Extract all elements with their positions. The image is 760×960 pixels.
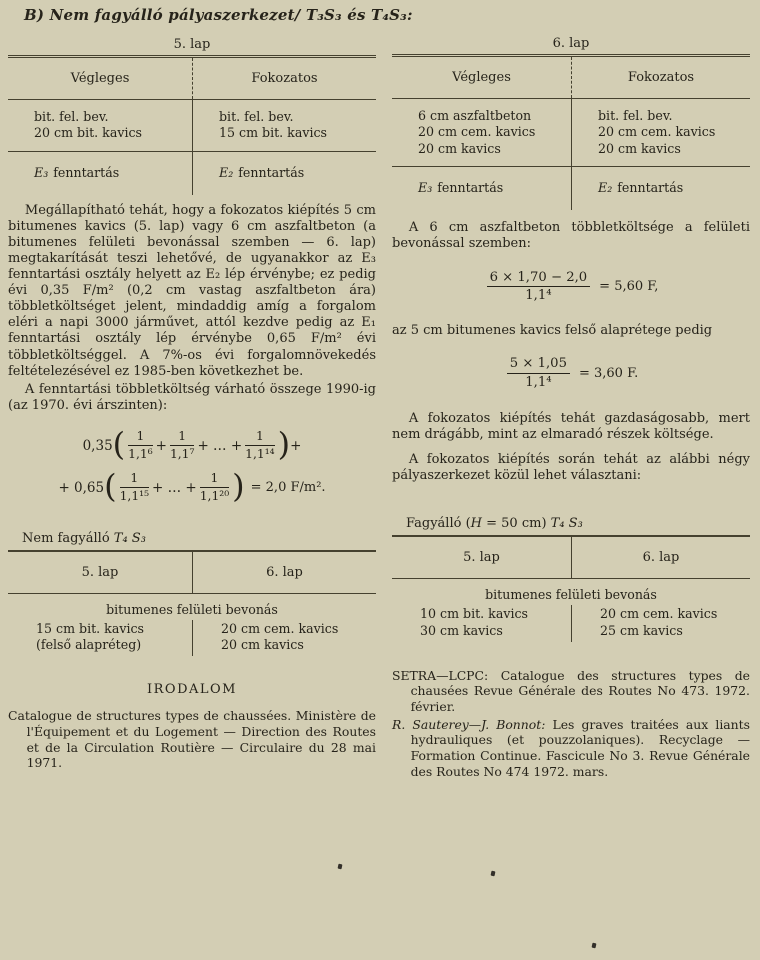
fraction: $\frac{1}{\text{1,1⁶}}$	[128, 429, 153, 462]
table-6lap-maintenance-row	[392, 167, 750, 210]
ellipsis-operator: + … +	[152, 479, 197, 496]
close-paren: )	[277, 424, 291, 463]
paragraph-analysis: Megállapítható tehát, hogy a fokozatos kiépítés 5 cm bitumenes kavics (5. lap) vagy 6 cm aszfaltbeton (a bitumenes felületi bevonással szemben — 6. lap) megtakarítását teszi lehetővé, de ugyanakkor az E₃ fenntartási osztály helyett az E₂ lép érvénybe; ez pedig évi 0,35 F/m² (0,2 cm vastag aszfaltbeton ára) többletköltséget jelent, mindaddig amíg a forgalom eléri a napi 3000 járművet, attól kezdve pedig az E₁ fenntartási osztály lép érvénybe 0,65 F/m² évi többletköltséggel. A 7%-os évi forgalomnövekedés feltételezésével ez 1985-ben következhet be.	[8, 203, 376, 379]
paragraph-cost-intro: A fenntartási többletköltség várható összege 1990-ig (az 1970. évi árszinten):	[8, 381, 376, 413]
fraction: $\frac{1}{\text{1,1⁷}}$	[169, 429, 195, 462]
table-6lap-structure-row	[392, 99, 750, 167]
table-nonfrost-header-row	[8, 550, 376, 594]
references-block	[392, 668, 750, 779]
fraction: $\frac{6 \times 1,70 - 2,0}{\text{1,1⁴}}$	[487, 270, 591, 305]
gradual-structure-cell	[192, 100, 376, 151]
column-header-gradual: Fokozatos	[192, 58, 376, 99]
table-5lap-caption: 5. lap	[173, 37, 211, 52]
table-5lap-structure-row	[8, 100, 376, 152]
open-paren: (	[104, 466, 117, 505]
fraction: $\frac{1}{\text{1,1¹⁵}}$	[119, 471, 150, 504]
plus-operator: +	[290, 437, 302, 454]
table-frost	[392, 535, 750, 642]
paragraph-choices: A fokozatos kiépítés során tehát az alábbi négy pályaszerkezet közül lehet választani:	[392, 452, 750, 484]
layer-line: bit. fel. bev.	[219, 109, 294, 124]
table-5lap-maintenance-row	[8, 152, 376, 195]
structure-cell-5lap	[392, 605, 571, 642]
maintenance-class-cell	[8, 152, 192, 195]
table-frost-header-row	[392, 535, 750, 579]
column-header-final: Végleges	[452, 70, 511, 85]
layer-line: 20 cm kavics	[418, 140, 501, 156]
final-structure-cell	[392, 99, 571, 166]
formula-line-1	[8, 424, 376, 465]
maintenance-class-label: fenntartás	[617, 180, 684, 196]
scan-speck	[592, 943, 597, 949]
gravel-cost-formula	[392, 356, 750, 391]
layer-line: bit. fel. bev.	[598, 108, 673, 123]
plus-operator: +	[155, 437, 167, 454]
reference-text: Les graves traitées aux liants hydrauliques (et pouzzolaniques). Recyclage — Formation Continue. Fascicule No 3. Revue Générale des Routes No 474 1972. mars.	[410, 716, 750, 779]
paragraph-conclusion: A fokozatos kiépítés tehát gazdaságosabb, mert nem drágább, mint az elmaradó részek költsége.	[392, 410, 750, 442]
open-paren: (	[112, 424, 126, 463]
reference-authors: R. Sauterey—J. Bonnot:	[392, 716, 546, 732]
layer-line: 25 cm kavics	[600, 622, 683, 638]
table-nonfrost-caption	[8, 531, 376, 546]
scan-speck	[491, 871, 496, 877]
shared-layer-label: bitumenes felületi bevonás	[106, 601, 278, 617]
layer-line: 10 cm bit. kavics	[420, 606, 528, 622]
maintenance-class-cell	[392, 167, 571, 210]
layer-line: 20 cm cem. kavics	[600, 606, 718, 622]
layer-line: 20 cm cem. kavics	[598, 124, 716, 140]
layer-line: bit. fel. bev.	[34, 109, 109, 124]
column-header-gradual: Fokozatos	[571, 57, 750, 98]
bibliography-heading: IRODALOM	[147, 682, 237, 698]
close-paren: )	[232, 466, 245, 505]
table-5lap-header-row	[8, 58, 376, 100]
table-frost-body	[392, 605, 750, 642]
column-header-5lap: 5. lap	[463, 550, 500, 566]
column-header-final: Végleges	[70, 71, 130, 86]
maintenance-class-var: E₂	[598, 180, 613, 196]
paragraph-gravel-layer: az 5 cm bitumenes kavics felső alaprétege pedig	[392, 323, 713, 339]
layer-line: 20 cm cem. kavics	[221, 620, 339, 636]
table-6lap-caption: 6. lap	[552, 36, 590, 51]
layer-line: 20 cm bit. kavics	[34, 125, 142, 141]
reference-sauterey	[392, 717, 750, 780]
spacer	[392, 0, 750, 36]
table-6lap-header-row	[392, 57, 750, 99]
table-nonfrost	[8, 550, 376, 657]
layer-line: 6 cm aszfaltbeton	[418, 108, 532, 123]
layer-line: 20 cm kavics	[221, 637, 304, 653]
scan-speck	[338, 864, 343, 870]
maintenance-class-label: fenntartás	[53, 164, 120, 180]
fraction: $\frac{5 \times 1,05}{\text{1,1⁴}}$	[507, 356, 570, 391]
layer-line: 20 cm kavics	[598, 140, 681, 156]
caption-text: Nem fagyálló	[22, 530, 114, 546]
coefficient: 0,35	[82, 437, 113, 454]
column-header-6lap: 6. lap	[571, 537, 750, 578]
structure-cell-5lap	[8, 620, 192, 657]
layer-line: 20 cm cem. kavics	[418, 124, 536, 140]
coefficient: + 0,65	[58, 479, 105, 496]
maintenance-class-cell	[571, 167, 750, 210]
section-heading-b: B) Nem fagyálló pályaszerkezet/ T₃S₃ és T₄S₃:	[24, 6, 413, 24]
bibliography-entry: Catalogue de structures types de chaussées. Ministère de l'Équipement et du Logement — Direction des Routes et de la Circulation Routière — Circulaire du 28 mai 1971.	[8, 708, 376, 771]
layer-line: 30 cm kavics	[420, 622, 503, 638]
right-column	[392, 0, 750, 779]
maintenance-cost-formula	[8, 424, 376, 507]
left-column	[8, 0, 413, 771]
paragraph-asphalt-cost: A 6 cm aszfaltbeton többletköltsége a felületi bevonással szemben:	[392, 220, 750, 252]
caption-variable-h: H	[470, 516, 482, 532]
maintenance-class-label: fenntartás	[437, 180, 504, 196]
table-nonfrost-body	[8, 620, 376, 657]
maintenance-class-var: E₃	[34, 164, 49, 180]
maintenance-class-label: fenntartás	[238, 164, 305, 180]
layer-line: 15 cm bit. kavics	[36, 620, 144, 636]
caption-variable: T₄ S₃	[113, 530, 146, 546]
caption-variable: T₄ S₃	[550, 516, 583, 532]
structure-cell-6lap	[571, 605, 750, 642]
fraction: $\frac{1}{\text{1,1²⁰}}$	[199, 471, 230, 504]
structure-cell-6lap	[192, 620, 376, 657]
asphalt-cost-formula	[392, 270, 750, 305]
formula-line-2	[8, 466, 376, 507]
column-header-5lap: 5. lap	[81, 564, 119, 580]
fraction: $\frac{1}{\text{1,1¹⁴}}$	[245, 429, 275, 462]
maintenance-class-cell	[192, 152, 376, 195]
gradual-structure-cell	[571, 99, 750, 166]
formula-result: = 5,60 F,	[599, 279, 659, 295]
final-structure-cell	[8, 100, 192, 151]
table-frost-caption	[392, 516, 750, 531]
layer-line: (felső alapréteg)	[36, 637, 142, 653]
reference-setra: SETRA—LCPC: Catalogue des structures types de chausées Revue Générale des Routes No 473. 1972. février.	[392, 667, 750, 715]
formula-result: = 3,60 F.	[578, 366, 639, 382]
column-header-6lap: 6. lap	[192, 552, 376, 593]
maintenance-class-var: E₃	[418, 180, 433, 196]
table-6lap	[392, 54, 750, 210]
layer-line: 15 cm bit. kavics	[219, 125, 327, 141]
maintenance-class-var: E₂	[219, 164, 234, 180]
caption-text: Fagyálló (	[406, 516, 471, 532]
table-5lap	[8, 55, 376, 195]
ellipsis-operator: + … +	[197, 437, 243, 454]
shared-layer-label: bitumenes felületi bevonás	[485, 587, 657, 603]
formula-result: = 2,0 F/m².	[250, 480, 326, 496]
caption-text: = 50 cm)	[482, 516, 551, 532]
